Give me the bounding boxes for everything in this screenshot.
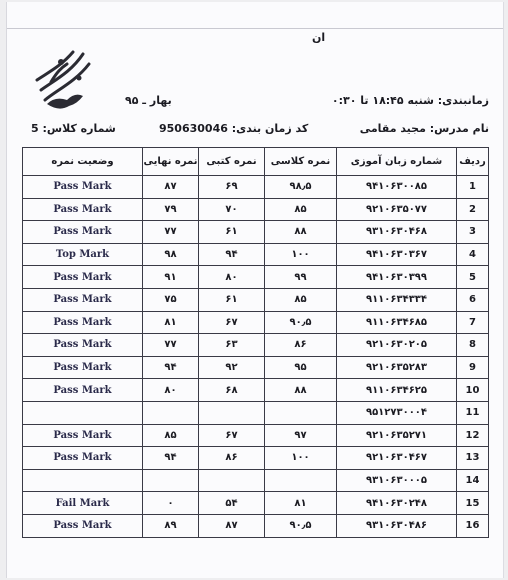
student-id: ۹۴۱۰۶۳۰۳۶۷ (337, 243, 457, 266)
student-id: ۹۲۱۰۶۳۰۴۶۷ (337, 447, 457, 470)
row-number: 1 (457, 176, 489, 199)
column-header-final-grade: نمره نهایی (143, 148, 199, 176)
written-grade: ۶۷ (199, 311, 265, 334)
table-header-row (23, 148, 489, 176)
table-row (23, 514, 489, 537)
row-number: 15 (457, 492, 489, 515)
student-id: ۹۱۱۰۶۳۴۶۲۵ (337, 379, 457, 402)
final-grade: ۸۹ (143, 514, 199, 537)
written-grade: ۷۰ (199, 198, 265, 221)
column-header-grade-status: وضعیت نمره (23, 148, 143, 176)
student-id: ۹۲۱۰۶۳۵۰۷۷ (337, 198, 457, 221)
column-header-row-number: ردیف (457, 148, 489, 176)
written-grade: ۵۴ (199, 492, 265, 515)
class-grade: ۸۵ (265, 198, 337, 221)
written-grade: ۸۶ (199, 447, 265, 470)
final-grade: ۸۷ (143, 176, 199, 199)
table-row (23, 356, 489, 379)
student-id: ۹۵۱۲۷۳۰۰۰۴ (337, 401, 457, 424)
top-divider (7, 28, 503, 29)
table-row (23, 176, 489, 199)
grade-status (23, 401, 143, 424)
student-id: ۹۲۱۰۶۳۵۲۸۳ (337, 356, 457, 379)
student-id: ۹۴۱۰۶۳۰۲۴۸ (337, 492, 457, 515)
grade-status: Pass Mark (23, 288, 143, 311)
row-number: 4 (457, 243, 489, 266)
written-grade (199, 469, 265, 492)
class-number-line (31, 122, 116, 135)
final-grade (143, 469, 199, 492)
student-id: ۹۳۱۰۶۳۰۴۶۸ (337, 221, 457, 244)
final-grade: ۰ (143, 492, 199, 515)
class-grade: ۹۹ (265, 266, 337, 289)
written-grade: ۶۷ (199, 424, 265, 447)
written-grade: ۶۹ (199, 176, 265, 199)
class-grade: ۹۰٫۵ (265, 514, 337, 537)
student-id: ۹۳۱۰۶۳۰۴۸۶ (337, 514, 457, 537)
row-number: 13 (457, 447, 489, 470)
written-grade: ۸۰ (199, 266, 265, 289)
grade-status: Pass Mark (23, 221, 143, 244)
grade-status: Pass Mark (23, 198, 143, 221)
table-row (23, 469, 489, 492)
schedule-label: زمانبندی: (437, 94, 489, 107)
row-number: 6 (457, 288, 489, 311)
class-grade: ۸۸ (265, 379, 337, 402)
schedule-value: شنبه ۱۸:۴۵ تا ۰:۳۰ (331, 94, 434, 107)
table-row (23, 424, 489, 447)
written-grade: ۶۸ (199, 379, 265, 402)
grade-status: Pass Mark (23, 514, 143, 537)
class-number-value: 5 (31, 122, 39, 135)
class-grade: ۹۰٫۵ (265, 311, 337, 334)
row-number: 11 (457, 401, 489, 424)
class-grade (265, 401, 337, 424)
final-grade: ۹۱ (143, 266, 199, 289)
grade-status: Pass Mark (23, 447, 143, 470)
written-grade: ۹۲ (199, 356, 265, 379)
column-header-written-grade: نمره کتبی (199, 148, 265, 176)
table-row (23, 221, 489, 244)
table-row (23, 447, 489, 470)
final-grade: ۹۸ (143, 243, 199, 266)
institute-logo-icon (27, 42, 97, 117)
class-grade: ۹۷ (265, 424, 337, 447)
grade-status: Pass Mark (23, 311, 143, 334)
student-id: ۹۱۱۰۶۳۴۶۸۵ (337, 311, 457, 334)
table-row (23, 288, 489, 311)
student-id: ۹۲۱۰۶۳۰۲۰۵ (337, 334, 457, 357)
teacher-name: مجید مقامی (359, 122, 426, 135)
table-row (23, 243, 489, 266)
class-grade: ۸۸ (265, 221, 337, 244)
final-grade: ۸۰ (143, 379, 199, 402)
final-grade: ۷۵ (143, 288, 199, 311)
row-number: 7 (457, 311, 489, 334)
teacher-line (360, 122, 489, 135)
final-grade: ۷۷ (143, 221, 199, 244)
grade-status: Pass Mark (23, 176, 143, 199)
written-grade: ۹۴ (199, 243, 265, 266)
row-number: 2 (457, 198, 489, 221)
student-id: ۹۳۱۰۶۳۰۰۰۵ (337, 469, 457, 492)
term-value: بهار ـ ۹۵ (125, 94, 172, 107)
grade-status: Top Mark (23, 243, 143, 266)
grade-status: Pass Mark (23, 266, 143, 289)
row-number: 5 (457, 266, 489, 289)
schedule-line (332, 94, 489, 107)
schedule-code-value: 950630046 (159, 122, 228, 135)
final-grade: ۷۹ (143, 198, 199, 221)
table-row (23, 266, 489, 289)
grade-status (23, 469, 143, 492)
final-grade: ۹۴ (143, 447, 199, 470)
table-row (23, 198, 489, 221)
final-grade: ۷۷ (143, 334, 199, 357)
grade-status: Pass Mark (23, 379, 143, 402)
final-grade: ۹۴ (143, 356, 199, 379)
title-fragment: ان (312, 31, 326, 44)
row-number: 12 (457, 424, 489, 447)
row-number: 10 (457, 379, 489, 402)
student-id: ۹۴۱۰۶۳۰۳۹۹ (337, 266, 457, 289)
student-id: ۹۱۱۰۶۳۴۳۳۴ (337, 288, 457, 311)
class-number-label: شماره کلاس: (42, 122, 116, 135)
table-row (23, 311, 489, 334)
written-grade: ۶۱ (199, 288, 265, 311)
grade-status: Pass Mark (23, 424, 143, 447)
written-grade: ۶۱ (199, 221, 265, 244)
written-grade (199, 401, 265, 424)
class-grade: ۸۶ (265, 334, 337, 357)
row-number: 16 (457, 514, 489, 537)
row-number: 14 (457, 469, 489, 492)
class-grade: ۸۱ (265, 492, 337, 515)
final-grade: ۸۵ (143, 424, 199, 447)
grades-table (22, 147, 489, 538)
class-grade: ۱۰۰ (265, 243, 337, 266)
written-grade: ۸۷ (199, 514, 265, 537)
class-grade: ۱۰۰ (265, 447, 337, 470)
teacher-label: نام مدرس: (429, 122, 489, 135)
class-grade (265, 469, 337, 492)
grade-status: Pass Mark (23, 356, 143, 379)
column-header-student-id: شماره زبان آموزی (337, 148, 457, 176)
class-grade: ۸۵ (265, 288, 337, 311)
student-id: ۹۴۱۰۶۳۰۰۸۵ (337, 176, 457, 199)
table-row (23, 379, 489, 402)
table-row (23, 401, 489, 424)
grade-status: Pass Mark (23, 334, 143, 357)
schedule-code-label: کد زمان بندی: (231, 122, 309, 135)
schedule-code-line (159, 122, 308, 135)
class-grade: ۹۸٫۵ (265, 176, 337, 199)
class-grade: ۹۵ (265, 356, 337, 379)
final-grade (143, 401, 199, 424)
final-grade: ۸۱ (143, 311, 199, 334)
table-row (23, 492, 489, 515)
column-header-class-grade: نمره کلاسی (265, 148, 337, 176)
written-grade: ۶۳ (199, 334, 265, 357)
row-number: 8 (457, 334, 489, 357)
grade-status: Fail Mark (23, 492, 143, 515)
table-row (23, 334, 489, 357)
row-number: 9 (457, 356, 489, 379)
row-number: 3 (457, 221, 489, 244)
student-id: ۹۲۱۰۶۳۵۲۷۱ (337, 424, 457, 447)
